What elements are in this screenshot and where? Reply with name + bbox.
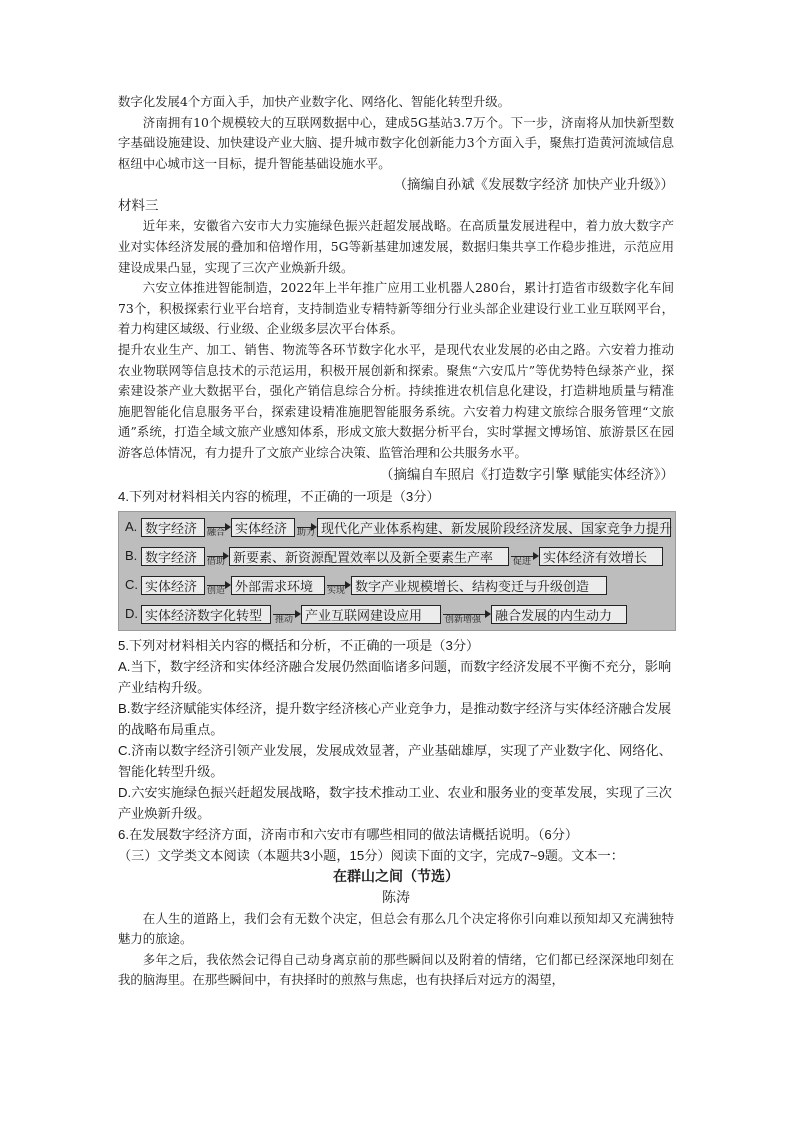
flow-arrow [273,613,299,624]
flow-row-d [119,603,675,627]
flow-arrow-label: 助力 [297,526,316,537]
q5-option-c: C.济南以数字经济引领产业发展，发展成效显著，产业基础雄厚，实现了产业数字化、网络化、智能化转型升级。 [118,742,672,779]
material3-para2: 六安立体推进智能制造，2022年上半年推广应用工业机器人280台，累计打造省市级数字化车间73个，积极探索行业平台培育，支持制造业专精特新等细分行业头部企业建设行业工业互联网平台，着力构建区域级、行业级、企业级多层次平台体系。 [118,280,674,337]
flow-arrow [511,555,537,566]
flow-box: 产业互联网建设应用 [301,605,441,624]
flow-arrow-label: 推动 [275,613,294,624]
flow-box: 现代化产业体系构建、新发展阶段经济发展、国家竞争力提升 [317,518,671,537]
flow-arrow-label: 实现 [327,584,346,595]
flow-box: 数字经济 [141,547,205,566]
flow-box: 实体经济 [231,518,295,537]
flow-row-a [119,516,675,540]
material3-para1: 近年来，安徽省六安市大力实施绿色振兴赶超发展战略。在高质量发展进程中，着力放大数字产业对实体经济发展的叠加和倍增作用，5G等新基建加速发展，数据归集共享工作稳步推进，示范应用建设成果凸显，实现了三次产业焕新升级。 [118,218,674,275]
q5-option-a: A.当下，数字经济和实体经济融合发展仍然面临诸多问题，而数字经济发展不平衡不充分，影响产业结构升级。 [118,658,672,695]
material2-para2: 济南拥有10个规模较大的互联网数据中心，建成5G基站3.7万个。下一步，济南将从加快新型数字基础设施建设、加快建设产业大脑、提升城市数字化创新能力3个方面入手，聚焦打造黄河流域信息枢纽中心城市这一目标，提升智能基础设施水平。 [118,114,674,171]
flow-box: 数字产业规模增长、结构变迁与升级创造 [351,576,607,595]
flow-box: 实体经济 [141,576,205,595]
material2-source: （摘编自孙斌《发展数字经济 加快产业升级》） [393,177,674,193]
flow-row-c [119,574,675,598]
flow-box: 融合发展的内生动力 [491,605,627,624]
q6-stem: 6.在发展数字经济方面，济南市和六安市有哪些相同的做法请概括说明。（6分） [118,826,579,842]
flow-arrow [207,526,229,537]
flow-box: 实体经济有效增长 [539,547,663,566]
story-para1: 在人生的道路上，我们会有无数个决定，但总会有那么几个决定将你引向难以预知却又充满独特魅力的旅途。 [118,910,674,947]
flow-arrow-label: 创造 [207,584,226,595]
flow-box: 数字经济 [141,518,205,537]
flow-letter: A. [125,518,138,534]
material3-para3: 提升农业生产、加工、销售、物流等各环节数字化水平，是现代农业发展的必由之路。六安着力推动农业物联网等信息技术的示范运用，积极开展创新和探索。聚焦“六安瓜片”等优势特色绿茶产业，探索建设茶产业大数据平台，强化产销信息综合分析。持续推进农机信息化建设，打造耕地质量与精准施肥智能化信息服务平台，探索建设精准施肥智能服务系统。六安着力构建文旅综合服务管理“文旅通”系统，打造全域文旅产业感知体系，形成文旅大数据分析平台，实时掌握文博场馆、旅游景区在园游客总体情况，有力提升了文旅产业综合决策、监管治理和公共服务水平。 [118,341,674,460]
flow-arrow [297,526,316,537]
q5-option-d: D.六安实施绿色振兴赶超发展战略，数字技术推动工业、农业和服务业的变革发展，实现了三次产业焕新升级。 [118,784,672,821]
flow-arrow-label: 创新增强 [445,613,482,624]
flow-arrow-label: 促进 [513,555,532,566]
q4-stem: 4.下列对材料相关内容的梳理，不正确的一项是（3分） [118,488,440,504]
document-page [118,92,674,991]
story-title: 在群山之间（节选） [333,867,459,884]
story-para2: 多年之后，我依然会记得自己动身离京前的那些瞬间以及附着的情绪，它们都已经深深地印刻在我的脑海里。在那些瞬间中，有抉择时的煎熬与焦虑，也有抉择后对远方的渴望， [118,951,674,988]
flow-row-b [119,545,675,569]
flow-letter: C. [125,576,138,592]
q4-flowchart [118,511,676,631]
flow-box: 实体经济数字化转型 [141,605,271,624]
flow-letter: B. [125,547,138,563]
flow-letter: D. [125,605,138,621]
flow-arrow-label: 借助 [207,555,226,566]
material3-heading: 材料三 [118,198,159,214]
flow-arrow [443,613,489,624]
story-author: 陈涛 [382,889,410,906]
flow-box: 外部需求环境 [231,576,325,595]
section3-heading: （三）文学类文本阅读（本题共3小题，15分）阅读下面的文字，完成7~9题。文本一： [118,847,624,863]
flow-arrow [327,584,349,595]
q5-option-b: B.数字经济赋能实体经济，提升数字经济核心产业竞争力，是推动数字经济与实体经济融合发展的战略布局重点。 [118,700,672,737]
material3-source: （摘编自车照启《打造数字引擎 赋能实体经济》） [379,466,674,482]
flow-arrow [207,555,227,566]
flow-box: 新要素、新资源配置效率以及新全要素生产率 [229,547,509,566]
material2-line1: 数字化发展4个方面入手，加快产业数字化、网络化、智能化转型升级。 [118,94,510,109]
flow-arrow [207,584,229,595]
q5-stem: 5.下列对材料相关内容的概括和分析，不正确的一项是（3分） [118,637,480,653]
flow-arrow-label: 融合 [207,526,226,537]
